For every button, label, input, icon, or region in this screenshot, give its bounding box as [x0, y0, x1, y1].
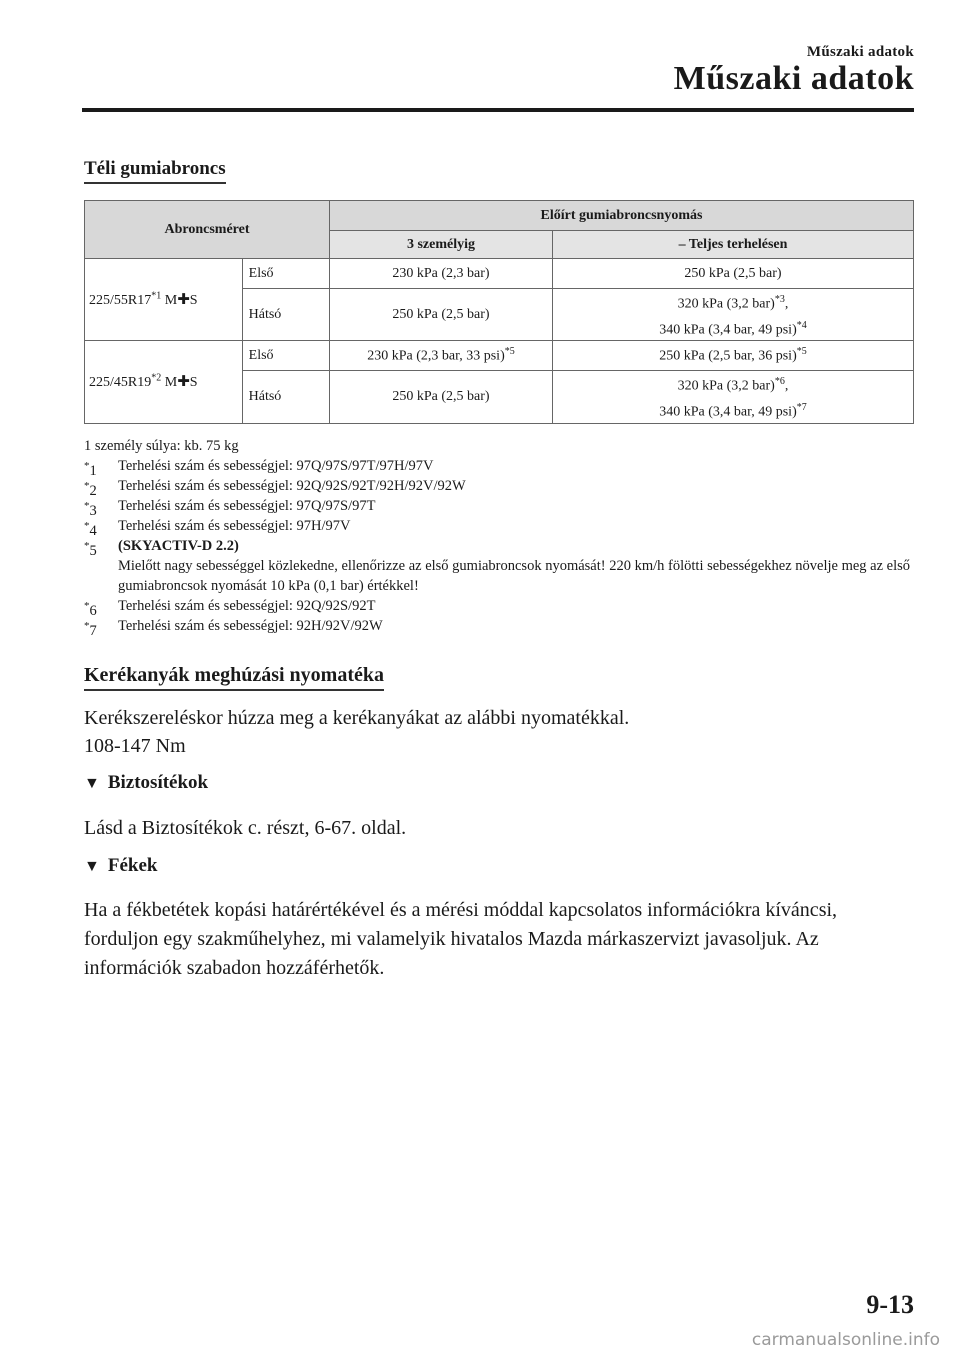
footnote-ref: *2 — [151, 372, 162, 384]
pressure-front-full: 250 kPa (2,5 bar) — [553, 259, 914, 289]
separator: , — [784, 296, 789, 312]
footnote-text: Terhelési szám és sebességjel: 97Q/97S/97T/97H/97V — [118, 458, 434, 474]
torque-title: Kerékanyák meghúzási nyomatéka — [84, 664, 384, 691]
brakes-heading-text: Fékek — [107, 855, 158, 876]
pressure-rear-3: 250 kPa (2,5 bar) — [330, 289, 553, 341]
table-row — [85, 341, 914, 371]
ms-s: S — [189, 293, 198, 309]
footnote-heading: (SKYACTIV-D 2.2) — [118, 538, 239, 554]
torque-instruction: Kerékszereléskor húzza meg a kerékanyákat az alábbi nyomatékkal. — [84, 707, 630, 729]
page-number: 9-13 — [866, 1290, 914, 1319]
triangle-down-icon: ▼ — [84, 858, 100, 875]
footnote-ref: *5 — [796, 346, 807, 358]
footnote-text: Terhelési szám és sebességjel: 92Q/92S/92T — [118, 598, 376, 614]
tire-size: 225/45R19 — [89, 375, 152, 391]
ms-m: M — [164, 293, 178, 309]
footnote-item — [84, 596, 914, 619]
footnote-ref: *3 — [774, 294, 785, 305]
footnote-text: Terhelési szám és sebességjel: 92H/92V/92W — [118, 618, 383, 634]
mud-snow-plus-icon: ✚ — [177, 372, 190, 391]
footnote-star: * — [84, 600, 90, 612]
brakes-text: Ha a fékbetétek kopási határértékével és a mérési móddal kapcsolatos információkra kíváncsi, forduljon egy szakműhelyhez, mi valamelyik hivatalos Mazda márkaszervizt javasoljuk. Az információk szabadon hozzáférhetők. — [84, 899, 838, 979]
footnote-star: * — [84, 620, 90, 632]
footnote-number: 1 — [89, 462, 97, 479]
footnote-star: * — [84, 460, 90, 472]
triangle-down-icon: ▼ — [84, 775, 100, 792]
footnote-text: Terhelési szám és sebességjel: 97H/97V — [118, 518, 351, 534]
ms-s: S — [189, 375, 198, 391]
pressure-front-3: 230 kPa (2,3 bar) — [330, 259, 553, 289]
pressure-rear-3: 250 kPa (2,5 bar) — [330, 371, 553, 423]
watermark: carmanualsonline.info — [751, 1330, 940, 1350]
torque-value: 108-147 Nm — [84, 735, 186, 757]
fuses-heading-text: Biztosítékok — [107, 772, 209, 793]
separator: , — [784, 378, 789, 394]
pressure-front-full — [553, 341, 914, 371]
tire-size: 225/55R17 — [89, 293, 152, 309]
footnote-star: * — [84, 540, 90, 552]
footnote-star: * — [84, 500, 90, 512]
footnote-item — [84, 616, 914, 639]
footnote-number: 5 — [89, 542, 97, 559]
table-row — [85, 259, 914, 289]
fuses-text: Lásd a Biztosítékok c. részt, 6-67. oldal. — [84, 817, 407, 839]
position-front: Első — [242, 341, 329, 371]
position-rear: Hátsó — [242, 289, 329, 341]
person-weight-note: 1 személy súlya: kb. 75 kg — [84, 438, 239, 454]
position-front: Első — [242, 259, 329, 289]
footnote-number: 6 — [89, 602, 97, 619]
footnote-item — [84, 496, 914, 519]
footnote-item — [84, 456, 914, 479]
footnote-ref: *1 — [151, 290, 162, 302]
tire-size-cell — [85, 259, 243, 341]
footnotes — [84, 436, 914, 639]
position-rear: Hátsó — [242, 371, 329, 423]
footnote-ref: *4 — [796, 319, 807, 331]
winter-tire-title: Téli gumiabroncs — [84, 158, 226, 184]
ms-m: M — [164, 375, 178, 391]
pressure-front-3 — [330, 341, 553, 371]
header-rule — [82, 108, 914, 112]
footnote-star: * — [84, 520, 90, 532]
footnote-ref: *7 — [796, 401, 807, 413]
pressure-rear-full — [553, 371, 914, 423]
tire-size-cell — [85, 341, 243, 423]
footnote-number: 3 — [89, 502, 97, 519]
footnote-number: 4 — [89, 522, 97, 539]
winter-tire-table — [84, 200, 914, 424]
pressure-value: 320 kPa (3,2 bar) — [677, 378, 775, 394]
mud-snow-plus-icon: ✚ — [177, 290, 190, 309]
footnote-ref: *6 — [774, 376, 785, 388]
fuses-heading — [84, 772, 208, 794]
footnote-number: 2 — [89, 482, 97, 499]
pressure-rear-full — [553, 289, 914, 341]
running-header-title: Műszaki adatok — [673, 60, 914, 97]
footnote-text: Terhelési szám és sebességjel: 92Q/92S/92T/92H/92V/92W — [118, 478, 466, 494]
pressure-value: 320 kPa (3,2 bar) — [677, 296, 775, 312]
footnote-marker — [84, 536, 97, 561]
pressure-value: 340 kPa (3,4 bar, 49 psi) — [659, 322, 797, 338]
col-header-3-persons: 3 személyig — [330, 231, 553, 259]
footnote-number: 7 — [89, 622, 97, 639]
footnote-item — [84, 536, 914, 596]
footnote-item — [84, 516, 914, 539]
footnote-text: Mielőtt nagy sebességgel közlekedne, ellenőrizze az első gumiabroncsok nyomását! 220 km/h fölötti sebességekhez növelje meg az első gumiabroncsok nyomását 10 kPa (0,1 bar) értékkel! — [118, 558, 911, 594]
footnote-item — [84, 476, 914, 499]
brakes-heading — [84, 855, 157, 877]
footnote-marker — [84, 616, 97, 641]
pressure-value: 340 kPa (3,4 bar, 49 psi) — [659, 404, 797, 420]
col-header-pressure: Előírt gumiabroncsnyomás — [330, 201, 914, 231]
running-header-small: Műszaki adatok — [806, 44, 914, 60]
col-header-full-load: – Teljes terhelésen — [553, 231, 914, 259]
footnote-ref: *5 — [504, 346, 515, 358]
pressure-value: 250 kPa (2,5 bar, 36 psi) — [659, 349, 797, 365]
footnote-text: Terhelési szám és sebességjel: 97Q/97S/97T — [118, 498, 376, 514]
footnote-star: * — [84, 480, 90, 492]
pressure-value: 230 kPa (2,3 bar, 33 psi) — [367, 349, 505, 365]
col-header-size: Abroncsméret — [85, 201, 330, 259]
